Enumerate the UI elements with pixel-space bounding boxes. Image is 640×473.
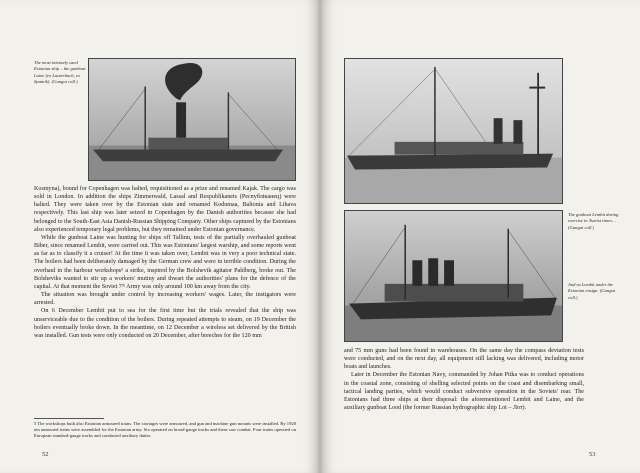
left-paragraph-1: Kosmyna), bound for Copenhagen was halted, requisitioned as a prize and renamed Kajak. The cargo was sold in London. In addition the ships Zimmerwald, Lassal and Respublikanets (Pecnyблiкaнeц) were halted. They were taken over by the Estonian state and renamed Kodumaa, Baltonia and Lihava respectively. This last ship was later seized in Copenhagen by the Danish authorities because she had belonged to the South-East Asia Danish-Russian Shipping Company. Other ships captured by the Estonians also experienced temporary legal problems, but they remained under Estonian governance. (34, 186, 296, 233)
page-number-left: 52 (42, 451, 49, 458)
footnote-rule (34, 418, 104, 419)
photo-lembit-estonian-illustration (345, 211, 562, 341)
right-page (322, 0, 640, 473)
left-paragraph-4: On 6 December Lembit put to sea for the first time but the trials revealed that the ship was unserviceable due to the condition of the boilers. During repeated attempts to steam, on 19 December the boilers eventually broke down. In the meantime, on 12 December a wireless set delivered by the British was installed. Gun tests were only conducted on 20 December, after breeches for the 120 mm (34, 308, 296, 339)
photo-lembit-estonian (344, 210, 563, 342)
photo-gunboat-laine (88, 58, 296, 181)
left-page (0, 0, 318, 473)
photo-caption-lembit-tsarist: The gunboat Lembit during exercise in Tsarist times… (Gangut coll.) (568, 212, 619, 230)
page-number-right: 53 (589, 451, 596, 458)
photo-gunboat-lembit-tsarist (344, 58, 563, 204)
left-paragraph-3: The situation was brought under control by increasing workers' wages. Later, the instigators were arrested. (34, 292, 296, 307)
photo-caption-laine: The most intensely used Estonian ship – the gunboat Laine (ex Lauterbach, ex Spatnik). (Gangut coll.) (34, 60, 86, 85)
right-body-text (344, 347, 584, 412)
right-paragraph-1: and 75 mm guns had been found in warehouses. On the same day the compass deviation tests were conducted, and on the next day, all equipment still lacking was delivered, including motor boats and launches. (344, 348, 584, 371)
right-paragraph-2: Later in December the Estonian Navy, commanded by Johan Pitka was to conduct operations in the coastal zone, consisting of shelling selected points on the coast and disembarking small, tactical landing parties, which would conduct subversive operation in the Soviets' rear. The Estonians had three ships at their disposal: the aforementioned Lembit and Laine, and the auxiliary gunboat Lood (the former Russian hydrographic ship Lot – Лот). (344, 372, 584, 412)
left-paragraph-2: While the gunboat Laine was hunting for ships off Tallinn, tests of the partially overhauled gunboat Biber, since renamed Lembit, were carried out. This was Estonians' largest warship, and some reports went as far as to classify it a cruiser! At the time it was taken over, Lembit was in very a poor technical state. The boilers had been deliberately damaged by the German crew and were in terrible condition. During the overhaul in the harbour workshops⁵ a strike, inspired by the Bolshevik agitator Pahlberg, broke out. The Bolsheviks wanted to stir up a workers' mutiny and thwart the authorities' plans for the defence of the capital. At that moment the Soviet 7ᵗʰ Army was only around 100 km away from the city. (34, 234, 296, 290)
photo-gunboat-laine-illustration (89, 59, 295, 180)
photo-caption-lembit-estonian: And as Lembit under the Estonian ensign. (Gangut coll.) (568, 282, 616, 300)
photo-lembit-tsarist-illustration (345, 59, 562, 203)
left-body-text (34, 185, 296, 340)
footnote-5: 5 The workshops built also Estonian armoured trains. The carriages were armoured, and gun and machine gun mounts were installed. By 1920 ten armoured trains were assembled for the Estonian army. Six operated on broad-gauge tracks and these saw combat. Four trains operated on European standard-gauge tracks and conducted auxiliary duties. (34, 421, 296, 439)
